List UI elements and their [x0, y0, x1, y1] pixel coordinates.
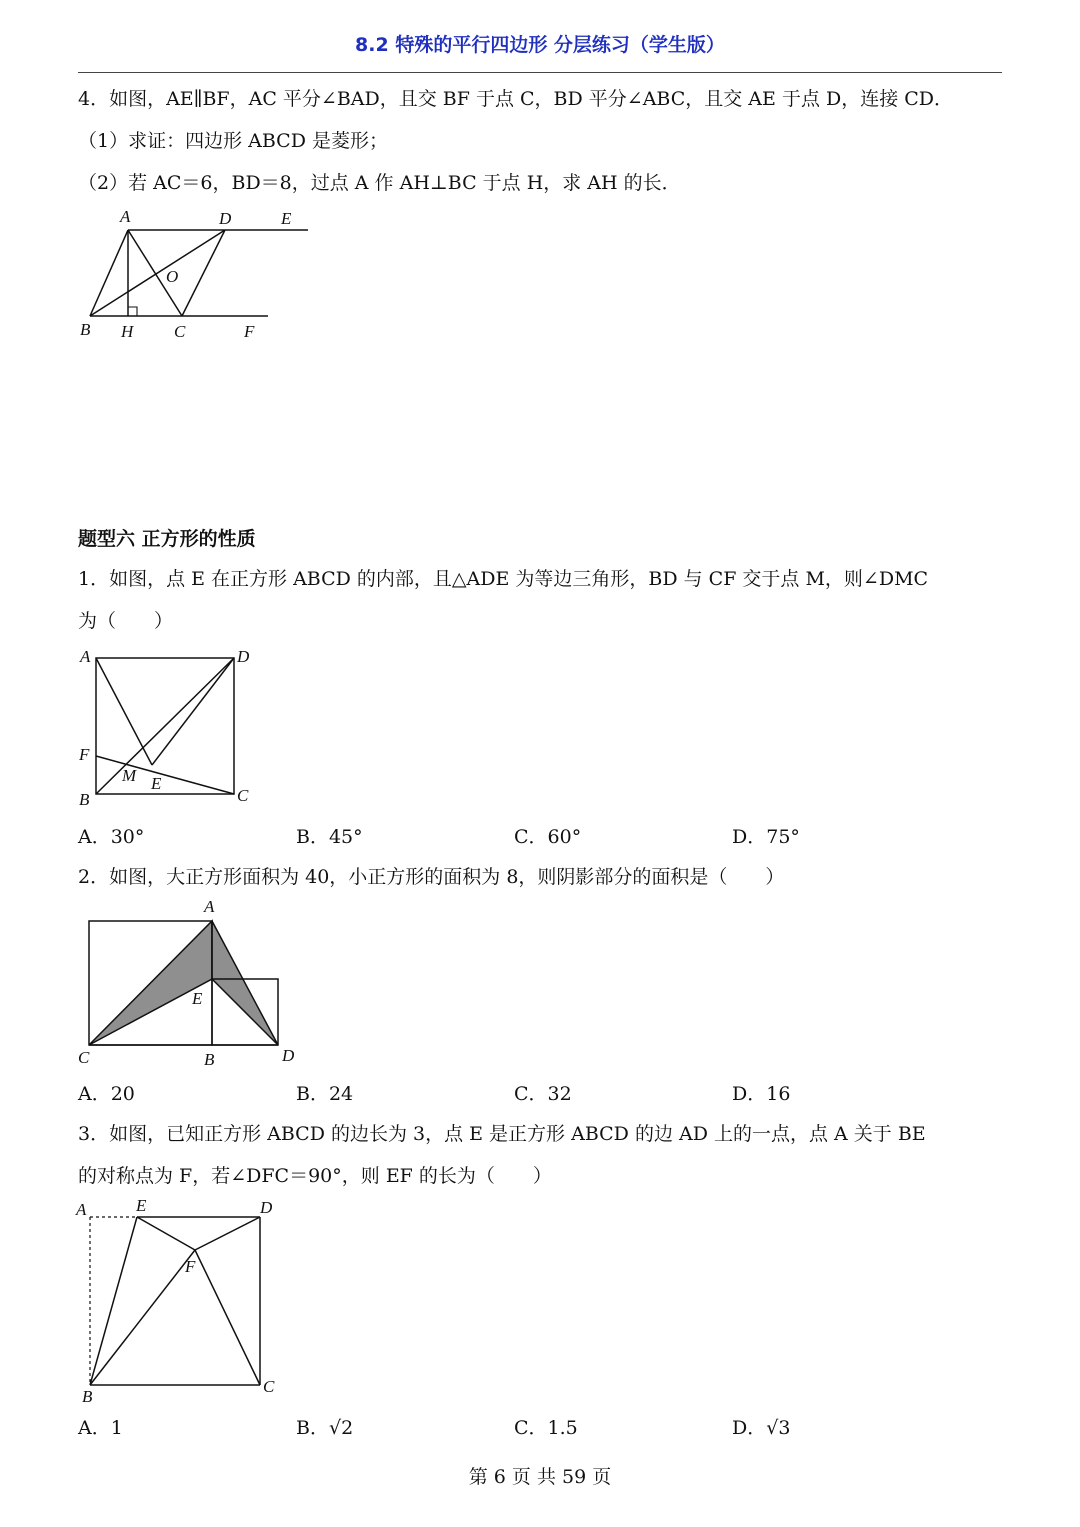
fig4-label-e: E — [281, 209, 292, 228]
s3-option-d[interactable]: D．√3 — [732, 1417, 791, 1439]
fig4-label-d: D — [219, 209, 232, 228]
fig2-label-a: A — [204, 897, 215, 916]
s3-stem-line1: 3．如图，已知正方形 ABCD 的边长为 3，点 E 是正方形 ABCD 的边 AD 上的一点，点 A 关于 BE — [78, 1123, 926, 1145]
fig4-label-f: F — [244, 322, 255, 341]
fig2-label-b: B — [204, 1050, 215, 1069]
s1-option-b[interactable]: B．45° — [296, 826, 363, 848]
fig1-label-e: E — [151, 774, 162, 793]
s1-option-d[interactable]: D．75° — [732, 826, 800, 848]
segment-ef — [137, 1217, 195, 1250]
fig3-label-c: C — [263, 1377, 275, 1396]
fig4-label-b: B — [80, 320, 91, 339]
s2-option-d[interactable]: D．16 — [732, 1083, 791, 1105]
shaded-triangle-right — [212, 921, 278, 1045]
fig3-label-e: E — [136, 1196, 147, 1215]
s3-option-a[interactable]: A．1 — [78, 1417, 123, 1439]
page-header-title: 8.2 特殊的平行四边形 分层练习（学生版） — [355, 34, 725, 56]
segment-fc — [195, 1250, 260, 1385]
s2-option-b[interactable]: B．24 — [296, 1083, 354, 1105]
fig3-label-f: F — [185, 1257, 196, 1276]
s1-stem-line1: 1．如图，点 E 在正方形 ABCD 的内部，且△ADE 为等边三角形，BD 与 CF 交于点 M，则∠DMC — [78, 568, 929, 590]
s3-figure — [70, 1193, 290, 1405]
q4-part2: （2）若 AC＝6，BD＝8，过点 A 作 AH⊥BC 于点 H，求 AH 的长． — [78, 172, 681, 194]
s3-option-b[interactable]: B．√2 — [296, 1417, 354, 1439]
s1-figure — [70, 640, 270, 815]
fig4-label-o: O — [166, 267, 179, 286]
q4-figure — [70, 200, 320, 345]
s2-option-c[interactable]: C．32 — [514, 1083, 572, 1105]
segment-ae — [96, 658, 152, 765]
fig4-label-h: H — [121, 322, 134, 341]
s2-stem: 2．如图，大正方形面积为 40，小正方形的面积为 8，则阴影部分的面积是（ ） — [78, 866, 785, 888]
section-title: 题型六 正方形的性质 — [78, 528, 256, 550]
s3-stem-line2: 的对称点为 F，若∠DFC＝90°，则 EF 的长为（ ） — [78, 1165, 552, 1187]
page-footer: 第 6 页 共 59 页 — [468, 1466, 612, 1488]
fig1-label-b: B — [79, 790, 90, 809]
fig3-label-a: A — [76, 1200, 87, 1219]
fig1-label-f: F — [79, 745, 90, 764]
segment-de — [152, 658, 234, 765]
q4-part1: （1）求证：四边形 ABCD 是菱形； — [78, 130, 388, 152]
segment-fd — [195, 1217, 260, 1250]
s2-option-a[interactable]: A．20 — [78, 1083, 135, 1105]
fig2-label-d: D — [282, 1046, 295, 1065]
s1-option-a[interactable]: A．30° — [78, 826, 145, 848]
fig2-label-e: E — [192, 989, 203, 1008]
segment-eb — [90, 1217, 137, 1385]
segment-bf — [90, 1250, 195, 1385]
diagonal-bd — [96, 658, 234, 794]
fig2-label-c: C — [78, 1048, 90, 1067]
s1-option-c[interactable]: C．60° — [514, 826, 582, 848]
diagonal-bd — [90, 230, 225, 316]
fig3-label-b: B — [82, 1387, 93, 1405]
s1-stem-line2: 为（ ） — [78, 610, 174, 632]
fig4-label-a: A — [120, 207, 131, 226]
s2-figure — [70, 893, 310, 1078]
fig1-label-a: A — [80, 647, 91, 666]
s3-option-c[interactable]: C．1.5 — [514, 1417, 578, 1439]
header-divider — [78, 72, 1002, 73]
q4-stem: 4．如图，AE∥BF，AC 平分∠BAD，且交 BF 于点 C，BD 平分∠ABC，且交 AE 于点 D，连接 CD． — [78, 88, 954, 110]
fig1-label-m: M — [122, 766, 137, 785]
fig3-label-d: D — [260, 1198, 273, 1217]
fig1-label-c: C — [237, 786, 249, 805]
fig4-label-c: C — [174, 322, 186, 341]
fig1-label-d: D — [237, 647, 250, 666]
right-angle-mark — [128, 307, 137, 316]
shaded-triangle-left — [89, 921, 212, 1045]
segment-fc — [96, 756, 234, 794]
